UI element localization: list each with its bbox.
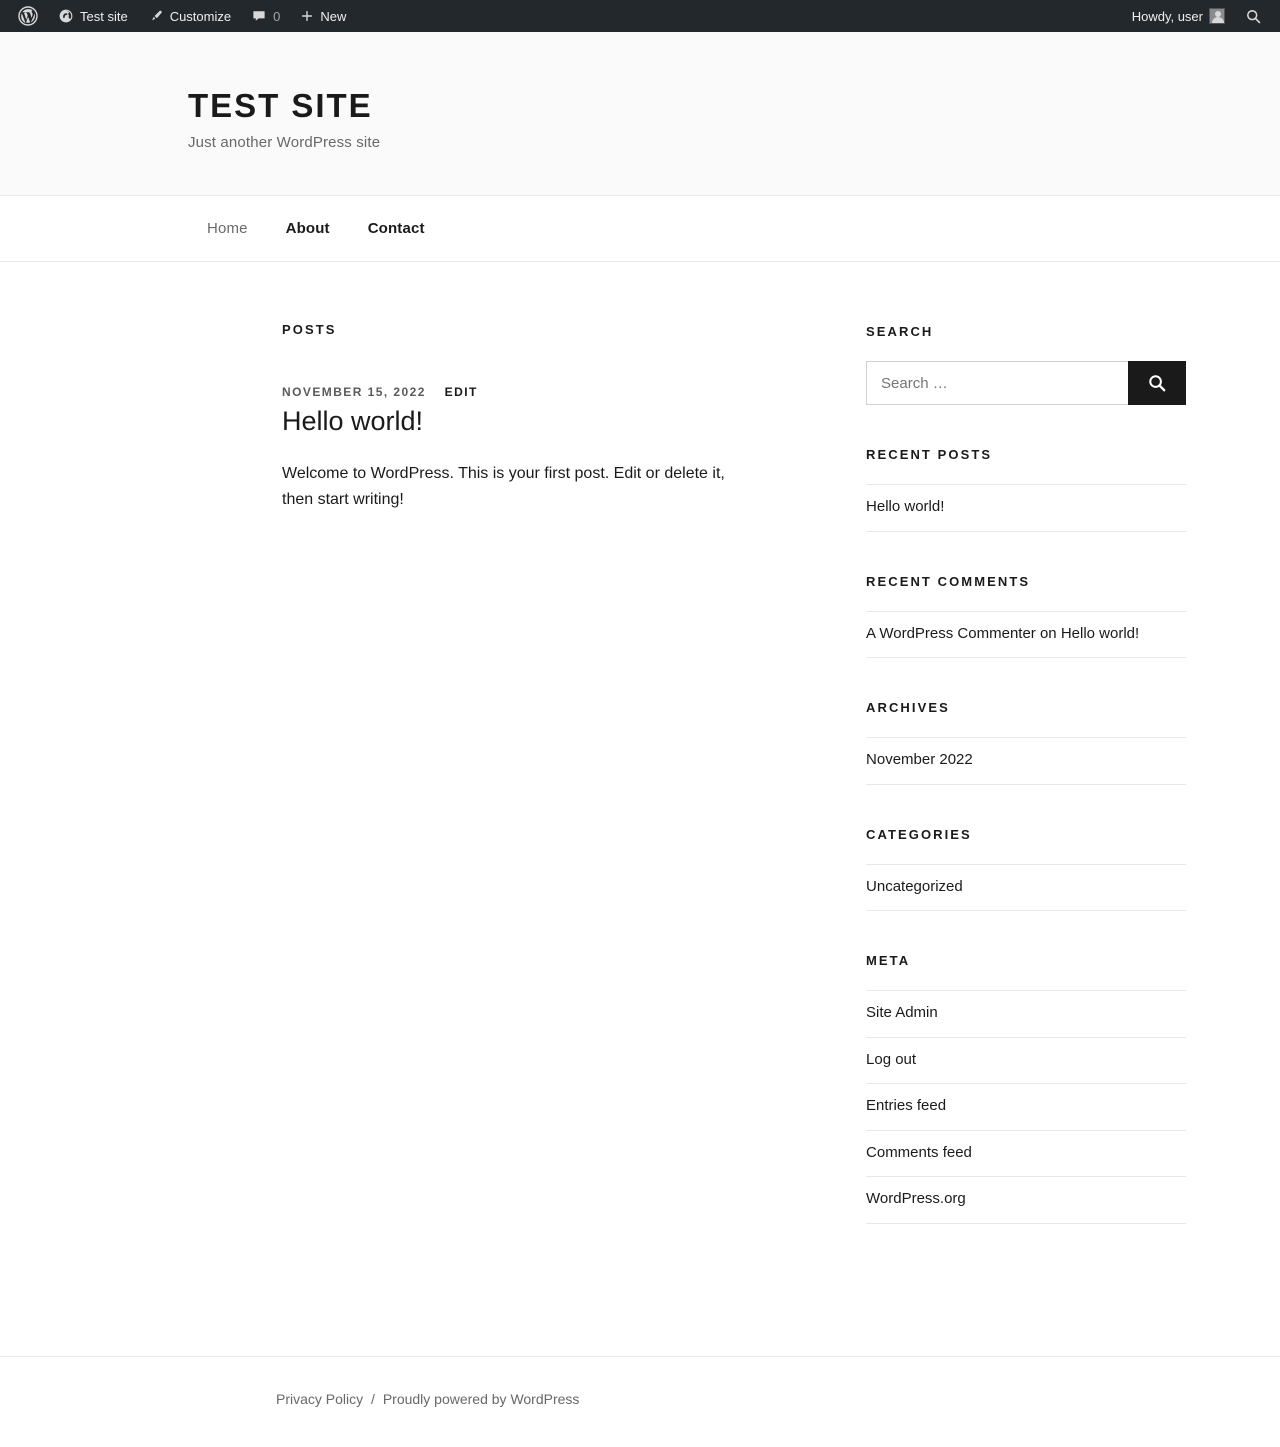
site-branding bbox=[0, 88, 1280, 151]
archive-link[interactable]: November 2022 bbox=[866, 751, 973, 769]
footer-separator: / bbox=[371, 1390, 375, 1407]
wordpress-logo-icon bbox=[18, 6, 38, 26]
widget-archives bbox=[866, 700, 1186, 785]
list-item[interactable] bbox=[866, 1084, 1186, 1131]
plus-icon bbox=[300, 9, 314, 23]
list-item[interactable] bbox=[866, 485, 1186, 532]
posts-heading: POSTS bbox=[282, 322, 337, 338]
widget-recent-comments bbox=[866, 574, 1186, 659]
widget-search-title: SEARCH bbox=[866, 324, 934, 340]
search-submit-button[interactable] bbox=[1128, 361, 1186, 405]
dashboard-icon bbox=[58, 8, 74, 24]
admin-bar-howdy-label: Howdy, user bbox=[1131, 8, 1203, 24]
site-description: Just another WordPress site bbox=[188, 134, 381, 152]
nav-item-about[interactable] bbox=[267, 220, 349, 238]
comment-post-link[interactable]: Hello world! bbox=[1060, 624, 1140, 642]
post-meta bbox=[282, 385, 727, 399]
post-content bbox=[282, 461, 727, 514]
meta-link-wordpress-org[interactable]: WordPress.org bbox=[866, 1190, 966, 1208]
list-item[interactable] bbox=[866, 865, 1186, 912]
widget-meta-title: META bbox=[866, 953, 911, 969]
privacy-policy-link[interactable]: Privacy Policy bbox=[276, 1390, 364, 1407]
sidebar bbox=[866, 322, 1186, 1266]
list-item[interactable] bbox=[866, 612, 1186, 659]
post-date-link[interactable]: NOVEMBER 15, 2022 bbox=[282, 385, 426, 400]
list-item[interactable] bbox=[866, 1131, 1186, 1178]
comment-on-text: on bbox=[1035, 624, 1061, 642]
list-item[interactable] bbox=[866, 991, 1186, 1038]
comment-bubble-icon bbox=[251, 8, 267, 24]
post-excerpt: Welcome to WordPress. This is your first post. Edit or delete it, then start writing! bbox=[282, 465, 725, 509]
widget-recent-posts bbox=[866, 447, 1186, 532]
admin-bar-search[interactable] bbox=[1235, 0, 1272, 32]
admin-bar-customize-label: Customize bbox=[169, 8, 232, 24]
post-article bbox=[282, 385, 727, 514]
nav-list bbox=[0, 196, 1280, 262]
list-item[interactable] bbox=[866, 1038, 1186, 1085]
list-item[interactable] bbox=[866, 738, 1186, 785]
admin-bar-wp-logo[interactable] bbox=[8, 0, 48, 32]
nav-link-about[interactable]: About bbox=[285, 220, 330, 238]
search-form bbox=[866, 361, 1186, 405]
site-title[interactable]: TEST SITE bbox=[188, 87, 373, 124]
archives-list bbox=[866, 737, 1186, 785]
widget-categories-title: CATEGORIES bbox=[866, 826, 972, 842]
admin-bar-new-label: New bbox=[320, 8, 347, 24]
meta-link-comments-feed[interactable]: Comments feed bbox=[866, 1143, 972, 1161]
admin-bar-site-name-label: Test site bbox=[80, 8, 128, 24]
paintbrush-icon bbox=[148, 8, 164, 24]
admin-bar-right bbox=[1122, 0, 1272, 32]
search-icon bbox=[1245, 8, 1262, 25]
nav-item-contact[interactable] bbox=[349, 220, 444, 238]
admin-bar-comments[interactable] bbox=[241, 0, 290, 32]
meta-link-site-admin[interactable]: Site Admin bbox=[866, 1004, 938, 1022]
site-header bbox=[0, 32, 1280, 196]
comment-author: A WordPress Commenter bbox=[866, 624, 1036, 642]
nav-link-home[interactable]: Home bbox=[207, 220, 248, 238]
meta-link-entries-feed[interactable]: Entries feed bbox=[866, 1097, 947, 1115]
admin-bar-my-account[interactable] bbox=[1122, 0, 1235, 32]
search-input[interactable] bbox=[866, 361, 1128, 405]
admin-bar-customize[interactable] bbox=[138, 0, 241, 32]
meta-link-log-out[interactable]: Log out bbox=[866, 1050, 917, 1068]
admin-bar-site-name[interactable] bbox=[48, 0, 138, 32]
widget-archives-title: ARCHIVES bbox=[866, 700, 950, 716]
category-link[interactable]: Uncategorized bbox=[866, 877, 963, 895]
main-content bbox=[94, 322, 727, 514]
wordpress-credit-link[interactable]: Proudly powered by WordPress bbox=[382, 1390, 580, 1407]
admin-bar-new[interactable] bbox=[290, 0, 356, 32]
post-title bbox=[282, 405, 727, 439]
recent-post-link[interactable]: Hello world! bbox=[866, 498, 945, 516]
primary-navigation bbox=[0, 196, 1280, 262]
widget-search bbox=[866, 324, 1186, 405]
widget-categories bbox=[866, 827, 1186, 912]
post-edit-link[interactable]: EDIT bbox=[444, 385, 478, 400]
content-area bbox=[94, 262, 1186, 1266]
site-footer bbox=[0, 1356, 1280, 1447]
widget-meta bbox=[866, 953, 1186, 1224]
footer-content bbox=[94, 1391, 1186, 1407]
post-edit-link-wrap bbox=[445, 385, 478, 399]
categories-list bbox=[866, 864, 1186, 912]
nav-item-home[interactable] bbox=[188, 220, 267, 238]
recent-comments-list bbox=[866, 611, 1186, 659]
nav-link-contact[interactable]: Contact bbox=[367, 220, 425, 238]
admin-bar-comments-count: 0 bbox=[273, 8, 281, 24]
recent-posts-list bbox=[866, 484, 1186, 532]
meta-list bbox=[866, 990, 1186, 1224]
avatar bbox=[1209, 8, 1225, 24]
post-title-link[interactable]: Hello world! bbox=[282, 406, 424, 437]
search-icon bbox=[1147, 373, 1167, 393]
list-item[interactable] bbox=[866, 1177, 1186, 1224]
widget-recent-comments-title: RECENT COMMENTS bbox=[866, 573, 1031, 589]
widget-recent-posts-title: RECENT POSTS bbox=[866, 447, 993, 463]
admin-bar bbox=[0, 0, 1280, 32]
